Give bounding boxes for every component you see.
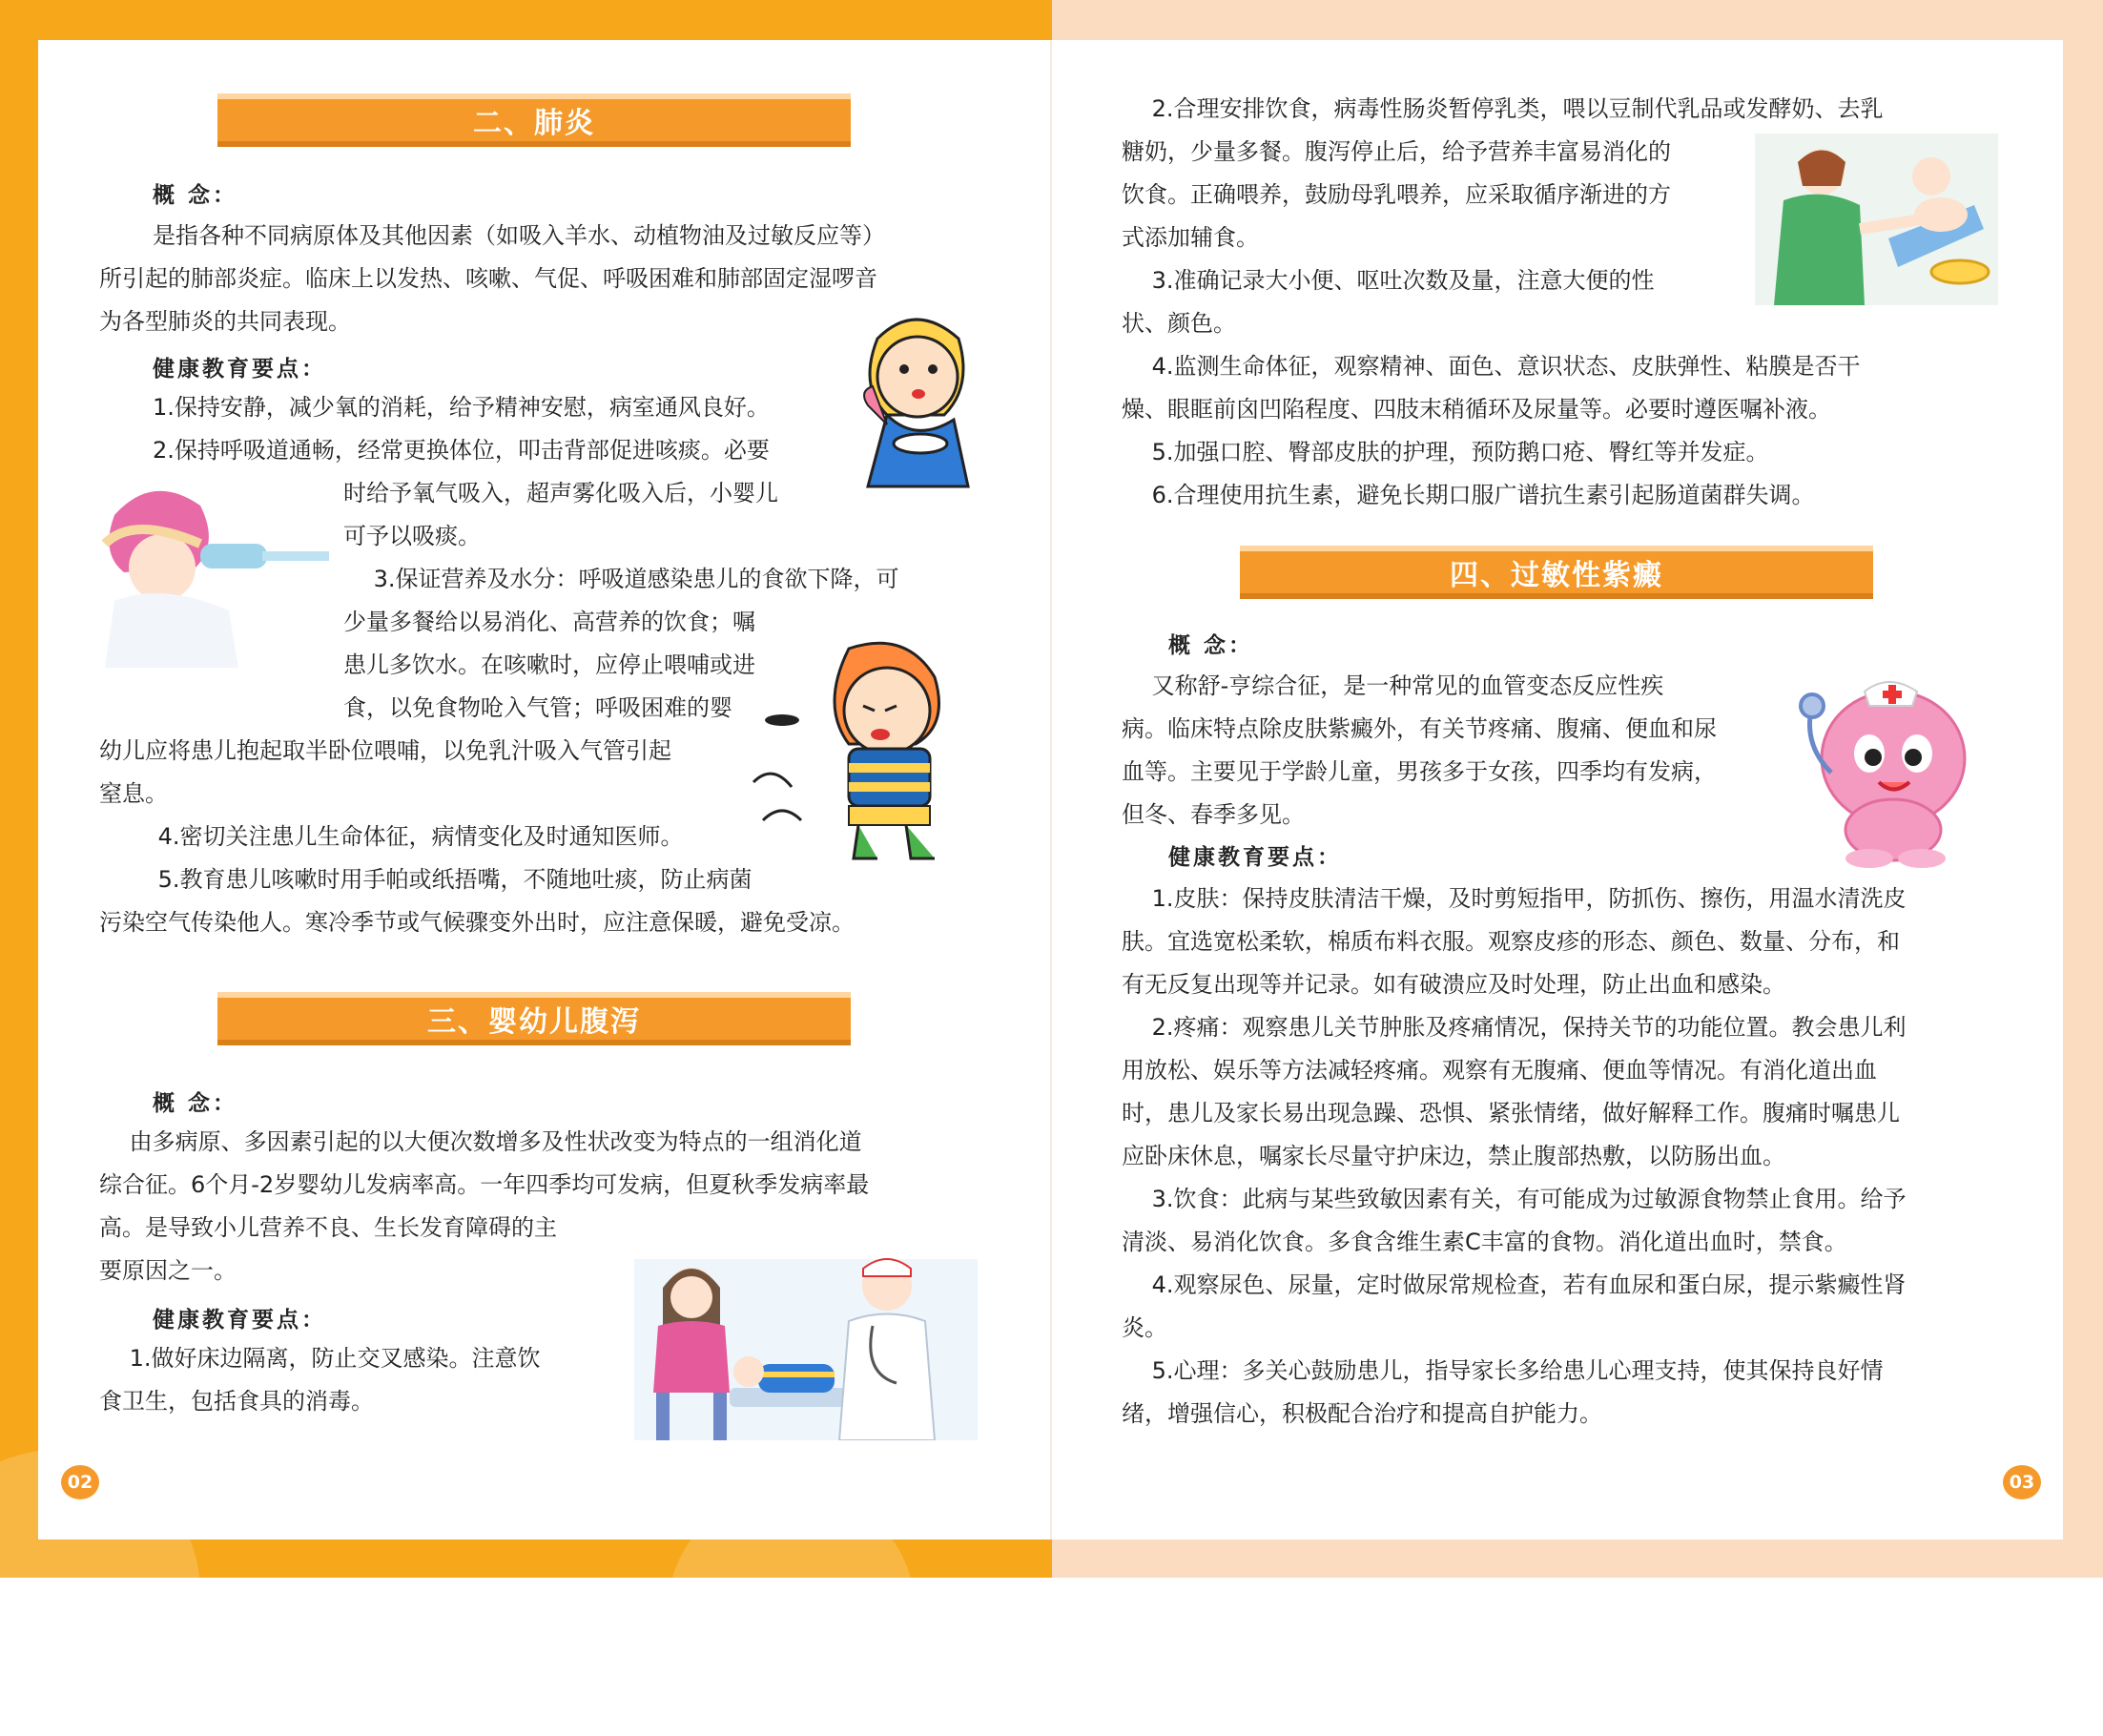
text-line: 4.密切关注患儿生命体征，病情变化及时通知医师。: [128, 823, 684, 850]
text-line: 病。临床特点除皮肤紫癜外，有关节疼痛、腹痛、便血和尿: [1122, 715, 1717, 742]
points-label: 健康教育要点：: [153, 357, 326, 382]
text-line: 所引起的肺部炎症。临床上以发热、咳嗽、气促、呼吸困难和肺部固定湿啰音: [99, 265, 877, 292]
text-line: 3.饮食：此病与某些致敏因素有关，有可能成为过敏源食物禁止食用。给予: [1122, 1186, 1907, 1212]
mother-baby-changing-illustration: [1755, 134, 1998, 305]
concept-text: [99, 215, 977, 343]
concept-label: 概 念：: [153, 183, 238, 208]
concept-label: 概 念：: [153, 1091, 238, 1116]
page-number: 02: [61, 1465, 99, 1499]
text-line: 要原因之一。: [99, 1257, 237, 1284]
section-banner-diarrhea: [217, 992, 851, 1045]
concept-label: 概 念：: [1168, 633, 1254, 658]
text-line: 饮食。正确喂养，鼓励母乳喂养，应采取循序渐进的方: [1122, 181, 1671, 208]
text-line: 清淡、易消化饮食。多食含维生素C丰富的食物。消化道出血时，禁食。: [1122, 1229, 1847, 1255]
diarrhea-continued-text: [1122, 345, 1999, 517]
text-line: 高。是导致小儿营养不良、生长发育障碍的主: [99, 1214, 557, 1241]
text-line: 窒息。: [99, 780, 168, 807]
text-line: 1.保持安静，减少氧的消耗，给予精神安慰，病室通风良好。: [153, 394, 770, 421]
text-line: 3.准确记录大小便、呕吐次数及量，注意大便的性: [1122, 267, 1655, 294]
section-banner-pneumonia: [217, 93, 851, 147]
text-line: 5.教育患儿咳嗽时用手帕或纸捂嘴，不随地吐痰，防止病菌: [128, 866, 753, 893]
text-line: 5.心理：多关心鼓励患儿，指导家长多给患儿心理支持，使其保持良好情: [1122, 1357, 1884, 1384]
text-line: 4.监测生命体征，观察精神、面色、意识状态、皮肤弹性、粘膜是否干: [1122, 353, 1861, 380]
text-line: 时给予氧气吸入，超声雾化吸入后，小婴儿: [343, 480, 778, 506]
section-title: 四、过敏性紫癜: [1450, 559, 1663, 592]
text-line: 有无反复出现等并记录。如有破溃应及时处理，防止出血和感染。: [1122, 971, 1785, 998]
text-line: 幼儿应将患儿抱起取半卧位喂哺，以免乳汁吸入气管引起: [99, 737, 671, 764]
text-line: 综合征。6个月-2岁婴幼儿发病率高。一年四季均可发病，但夏秋季发病率最: [99, 1171, 870, 1198]
text-line: 5.加强口腔、臀部皮肤的护理，预防鹅口疮、臀红等并发症。: [1122, 439, 1769, 465]
section-title: 三、婴幼儿腹泻: [427, 1005, 641, 1039]
points-text: [99, 1337, 633, 1423]
text-line: 为各型肺炎的共同表现。: [99, 308, 351, 335]
points-text: [1122, 878, 1999, 1436]
text-line: 6.合理使用抗生素，避免长期口服广谱抗生素引起肠道菌群失调。: [1122, 482, 1815, 508]
text-line: 4.观察尿色、尿量，定时做尿常规检查，若有血尿和蛋白尿，提示紫癜性肾: [1122, 1271, 1907, 1298]
text-line: 应卧床休息，嘱家长尽量守护床边，禁止腹部热敷，以防肠出血。: [1122, 1143, 1785, 1169]
points-label: 健康教育要点：: [153, 1308, 326, 1333]
text-line: 食，以免食物呛入气管；呼吸困难的婴: [343, 694, 732, 721]
text-line: 状、颜色。: [1122, 310, 1236, 337]
text-line: 患儿多饮水。在咳嗽时，应停止喂哺或进: [343, 651, 755, 678]
nurse-mascot-illustration: [1793, 668, 1974, 868]
text-line: 糖奶，少量多餐。腹泻停止后，给予营养丰富易消化的: [1122, 138, 1671, 165]
text-line: 但冬、春季多见。: [1122, 801, 1305, 828]
text-line: 食卫生，包括食具的消毒。: [99, 1388, 374, 1415]
text-line: 1.皮肤：保持皮肤清洁干燥，及时剪短指甲，防抓伤、擦伤，用温水清洗皮: [1122, 885, 1907, 912]
text-line: 用放松、娱乐等方法减轻疼痛。观察有无腹痛、便血等情况。有消化道出血: [1122, 1057, 1877, 1084]
baby-eating-illustration: [849, 300, 982, 501]
text-line: 燥、眼眶前囟凹陷程度、四肢末稍循环及尿量等。必要时遵医嘱补液。: [1122, 396, 1831, 423]
text-line: 又称舒-亨综合征，是一种常见的血管变态反应性疾: [1122, 672, 1664, 699]
text-line: 肤。宜选宽松柔软，棉质布料衣服。观察皮疹的形态、颜色、数量、分布，和: [1122, 928, 1900, 955]
text-line: 污染空气传染他人。寒冷季节或气候骤变外出时，应注意保暖，避免受凉。: [99, 909, 855, 936]
page-number: 03: [2003, 1465, 2041, 1499]
points-label: 健康教育要点：: [1168, 845, 1342, 870]
text-line: 式添加辅食。: [1122, 224, 1259, 251]
text-line: 2.疼痛：观察患儿关节肿胀及疼痛情况，保持关节的功能位置。教会患儿利: [1122, 1014, 1907, 1041]
text-line: 血等。主要见于学龄儿童，男孩多于女孩，四季均有发病，: [1122, 758, 1717, 785]
concept-text: [1122, 665, 1789, 837]
text-line: 是指各种不同病原体及其他因素（如吸入羊水、动植物油及过敏反应等）: [153, 222, 885, 249]
coughing-boy-illustration: [744, 630, 982, 868]
points-text: [153, 386, 839, 472]
text-line: 由多病原、多因素引起的以大便次数增多及性状改变为特点的一组消化道: [99, 1128, 862, 1155]
text-line: 时，患儿及家长易出现急躁、恐惧、紧张情绪，做好解释工作。腹痛时嘱患儿: [1122, 1100, 1900, 1126]
text-line: 可予以吸痰。: [343, 523, 481, 549]
girl-nebulizer-illustration: [95, 477, 334, 668]
text-line: 1.做好床边隔离，防止交叉感染。注意饮: [99, 1345, 541, 1372]
section-title: 二、肺炎: [473, 107, 595, 140]
text-line: 炎。: [1122, 1314, 1167, 1341]
text-line: 少量多餐给以易消化、高营养的饮食；嘱: [343, 609, 755, 635]
points-text: [343, 472, 839, 558]
text-line: 绪，增强信心，积极配合治疗和提高自护能力。: [1122, 1400, 1602, 1427]
text-line: 2.保持呼吸道通畅，经常更换体位，叩击背部促进咳痰。必要: [153, 437, 770, 464]
section-banner-purpura: [1240, 546, 1873, 599]
text-line: 3.保证营养及水分：呼吸道感染患儿的食欲下降，可: [343, 566, 899, 592]
text-line: 2.合理安排饮食，病毒性肠炎暂停乳类，喂以豆制代乳品或发酵奶、去乳: [1122, 95, 1884, 122]
doctor-mother-child-illustration: [634, 1250, 978, 1440]
